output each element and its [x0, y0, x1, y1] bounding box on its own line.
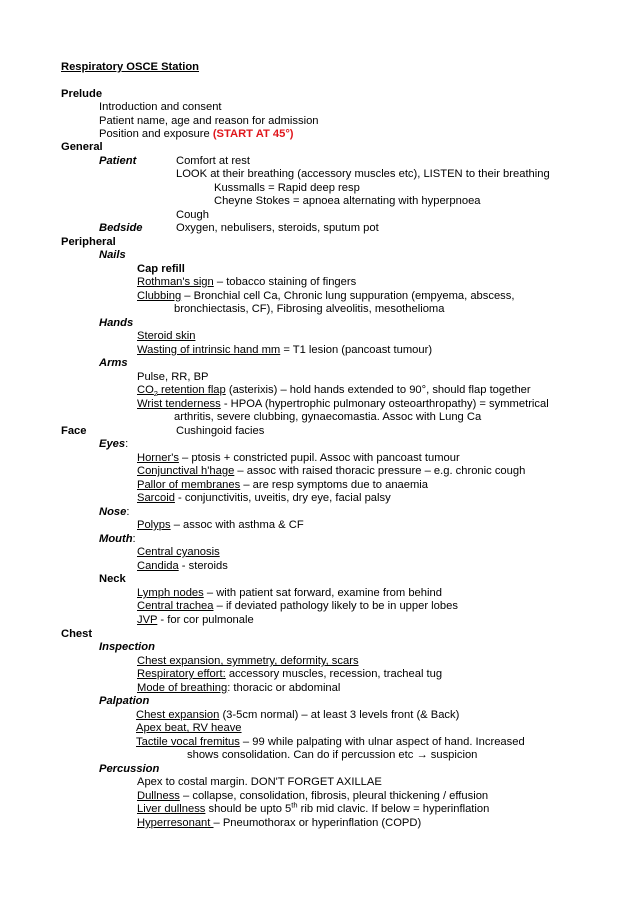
- pallor-term: Pallor of membranes: [137, 479, 241, 491]
- lymph-line: [137, 587, 442, 600]
- general-heading: General: [61, 141, 103, 153]
- trachea-term: Central trachea: [137, 600, 214, 612]
- horner-desc: – ptosis + constricted pupil. Assoc with pancoast tumour: [178, 452, 460, 464]
- position-text: Position and exposure: [99, 128, 213, 140]
- hands-label: Hands: [99, 317, 134, 329]
- sarcoid-desc: - conjunctivitis, uveitis, dry eye, facial palsy: [174, 492, 391, 504]
- horner-term: Horner's: [137, 452, 179, 464]
- wrist-continued: arthritis, severe clubbing, gynaecomastia. Assoc with Lung Ca: [174, 411, 482, 423]
- rothman-desc: – tobacco staining of fingers: [213, 276, 357, 288]
- candida-desc: - steroids: [178, 560, 228, 572]
- hyperresonant-line: [137, 817, 421, 830]
- patient-label: Patient: [99, 155, 137, 167]
- liver-dullness-desc: should be upto 5th rib mid clavic. If below = hyperinflation: [205, 800, 490, 815]
- jvp-term: JVP: [137, 614, 158, 626]
- look-text: LOOK at their breathing (accessory muscles etc), LISTEN to their breathing: [176, 168, 550, 180]
- sarcoid-line: [137, 492, 391, 505]
- dullness-term: Dullness: [137, 790, 180, 802]
- clubbing-desc: – Bronchial cell Ca, Chronic lung suppuration (empyema, abscess,: [181, 290, 515, 302]
- peripheral-heading: Peripheral: [61, 236, 116, 248]
- mode-breathing-desc: : thoracic or abdominal: [227, 682, 341, 694]
- wasting-term: Wasting of intrinsic hand mm: [137, 344, 281, 356]
- clubbing-term: Clubbing: [137, 290, 182, 302]
- co2-retention-line: [137, 384, 531, 397]
- face-heading: Face: [61, 425, 87, 437]
- prelude-heading: Prelude: [61, 88, 103, 100]
- kussmalls-text: Kussmalls = Rapid deep resp: [214, 182, 360, 194]
- dullness-line: [137, 790, 488, 803]
- prelude-patient-name: Patient name, age and reason for admission: [99, 115, 319, 127]
- prelude-position: [99, 128, 294, 141]
- wasting-line: [137, 344, 432, 357]
- nose-label: Nose:: [99, 506, 130, 518]
- cushingoid-text: Cushingoid facies: [176, 425, 265, 437]
- chest-expansion-line: [136, 709, 459, 722]
- arms-label: Arms: [99, 357, 128, 369]
- neck-heading: Neck: [99, 573, 126, 585]
- mode-breathing-line: [137, 682, 340, 695]
- start-at-45-highlight: (START AT 45°): [212, 128, 294, 140]
- percussion-label: Percussion: [99, 763, 160, 775]
- dullness-desc: – collapse, consolidation, fibrosis, pleural thickening / effusion: [179, 790, 489, 802]
- page-title: Respiratory OSCE Station: [61, 61, 200, 73]
- lymph-desc: – with patient sat forward, examine from behind: [203, 587, 442, 599]
- cough-text: Cough: [176, 209, 209, 221]
- clubbing-line: [137, 290, 514, 303]
- wrist-desc: - HPOA (hypertrophic pulmonary osteoarthropathy) = symmetrical: [220, 398, 549, 410]
- pallor-line: [137, 479, 428, 492]
- trachea-desc: – if deviated pathology likely to be in upper lobes: [213, 600, 458, 612]
- tvf-desc: – 99 while palpating with ulnar aspect of hand. Increased: [239, 736, 525, 748]
- chest-expansion-symmetry: Chest expansion, symmetry, deformity, scars: [137, 655, 359, 667]
- hyperresonant-term: Hyperresonant: [137, 817, 214, 829]
- conjunctival-term: Conjunctival h'hage: [137, 465, 235, 477]
- hyperresonant-desc: – Pneumothorax or hyperinflation (COPD): [213, 817, 422, 829]
- tvf-term: Tactile vocal fremitus: [136, 736, 240, 748]
- central-cyanosis-text: Central cyanosis: [137, 546, 220, 558]
- polyps-term: Polyps: [137, 519, 171, 531]
- liver-dullness-term: Liver dullness: [137, 803, 206, 815]
- comfort-text: Comfort at rest: [176, 155, 250, 167]
- wrist-line: [137, 398, 549, 411]
- jvp-line: [137, 614, 254, 627]
- mouth-label: Mouth:: [99, 533, 136, 545]
- eyes-label: Eyes:: [99, 438, 129, 450]
- rothman-term: Rothman's sign: [137, 276, 214, 288]
- horner-line: [137, 452, 460, 465]
- polyps-desc: – assoc with asthma & CF: [170, 519, 304, 531]
- tvf-continued: shows consolidation. Can do if percussion etc → suspicion: [187, 749, 478, 761]
- pulse-text: Pulse, RR, BP: [137, 371, 209, 383]
- cap-refill-text: Cap refill: [137, 263, 185, 275]
- resp-effort-line: [137, 668, 442, 681]
- wrist-term: Wrist tenderness: [137, 398, 221, 410]
- co2-retention-desc: (asterixis) – hold hands extended to 90°, should flap together: [225, 384, 531, 396]
- conjunctival-line: [137, 465, 525, 478]
- inspection-label: Inspection: [99, 641, 155, 653]
- resp-effort-desc: accessory muscles, recession, tracheal tug: [225, 668, 443, 680]
- jvp-desc: - for cor pulmonale: [157, 614, 254, 626]
- chest-expansion-term: Chest expansion: [136, 709, 220, 721]
- apex-beat-text: Apex beat, RV heave: [136, 722, 242, 734]
- sarcoid-term: Sarcoid: [137, 492, 175, 504]
- co2-retention-term: $CO_2$ retention flap: [137, 384, 226, 399]
- rothman-line: [137, 276, 356, 289]
- chest-expansion-desc: (3-5cm normal) – at least 3 levels front (& Back): [219, 709, 460, 721]
- nails-label: Nails: [99, 249, 126, 261]
- palpation-label: Palpation: [99, 695, 150, 707]
- prelude-intro: Introduction and consent: [99, 101, 222, 113]
- apex-costal-text: Apex to costal margin. DON'T FORGET AXILLAE: [137, 776, 382, 788]
- lymph-term: Lymph nodes: [137, 587, 204, 599]
- candida-term: Candida: [137, 560, 179, 572]
- conjunctival-desc: – assoc with raised thoracic pressure – e.g. chronic cough: [234, 465, 526, 477]
- steroid-skin-text: Steroid skin: [137, 330, 196, 342]
- bedside-text: Oxygen, nebulisers, steroids, sputum pot: [176, 222, 379, 234]
- clubbing-continued: bronchiectasis, CF), Fibrosing alveolitis, mesothelioma: [174, 303, 445, 315]
- chest-heading: Chest: [61, 628, 93, 640]
- wasting-desc: = T1 lesion (pancoast tumour): [280, 344, 433, 356]
- polyps-line: [137, 519, 304, 532]
- tvf-line: [136, 736, 525, 749]
- cheyne-stokes-text: Cheyne Stokes = apnoea alternating with hyperpnoea: [214, 195, 481, 207]
- bedside-label: Bedside: [99, 222, 143, 234]
- pallor-desc: – are resp symptoms due to anaemia: [240, 479, 429, 491]
- liver-dullness-line: [137, 800, 490, 816]
- mode-breathing-term: Mode of breathing: [137, 682, 228, 694]
- candida-line: [137, 560, 228, 573]
- resp-effort-term: Respiratory effort:: [137, 668, 226, 680]
- trachea-line: [137, 600, 458, 613]
